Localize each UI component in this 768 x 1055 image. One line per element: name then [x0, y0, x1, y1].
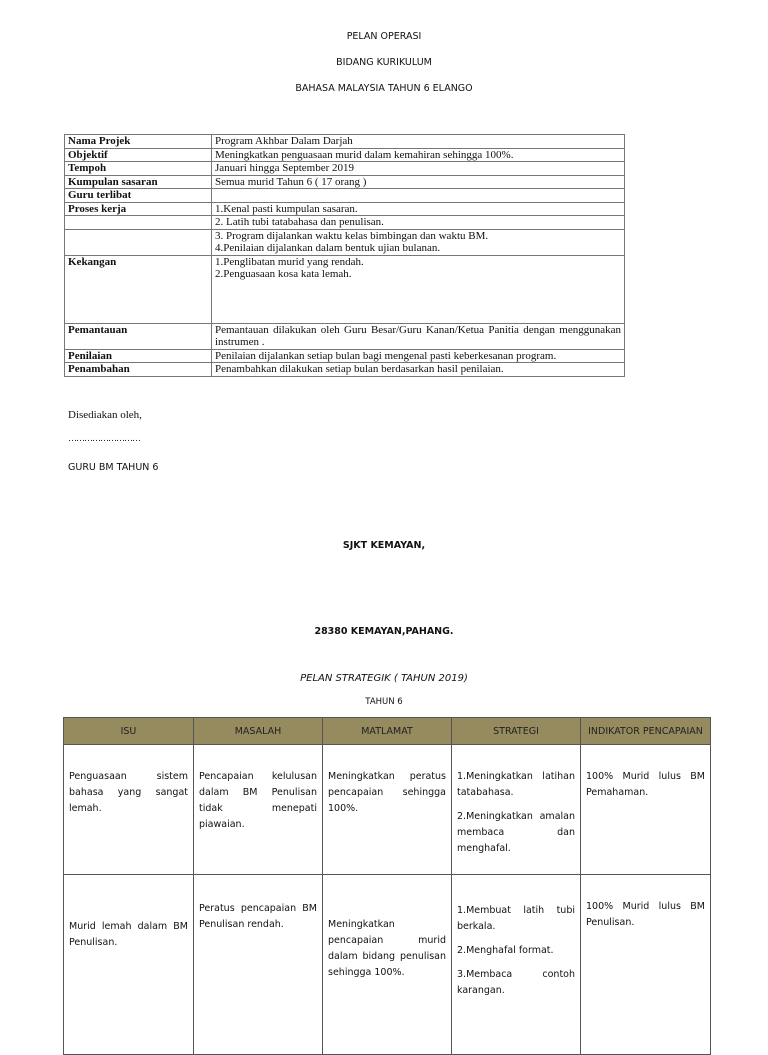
cell-text: 1.Meningkatkan latihan tatabahasa. — [457, 771, 575, 798]
strategic-table — [63, 717, 711, 1055]
cell-text: 3.Membaca contoh karangan. — [457, 969, 575, 996]
row-value: Januari hingga September 2019 — [212, 162, 625, 176]
table-row — [65, 363, 625, 377]
table-row — [65, 189, 625, 203]
row-value: Semua murid Tahun 6 ( 17 orang ) — [212, 175, 625, 189]
row-label: Guru terlibat — [65, 189, 212, 203]
row-label — [65, 216, 212, 230]
column-header-isu: ISU — [64, 718, 194, 745]
row-label — [65, 229, 212, 255]
row-label: Penilaian — [65, 349, 212, 363]
table-row — [65, 162, 625, 176]
row-value — [212, 255, 625, 323]
cell-strategi — [452, 745, 581, 875]
cell-indikator — [581, 745, 711, 875]
strategic-title: PELAN STRATEGIK ( TAHUN 2019) — [300, 673, 468, 684]
table-row — [65, 216, 625, 230]
table-row — [65, 135, 625, 149]
row-label: Kekangan — [65, 255, 212, 323]
cell-text: 100% Murid lulus BM Pemahaman. — [586, 771, 705, 798]
table-row — [65, 175, 625, 189]
row-label: Pemantauan — [65, 323, 212, 349]
row-value-line: 3. Program dijalankan waktu kelas bimbingan dan waktu BM. — [215, 229, 489, 242]
row-value-line: 2.Penguasaan kosa kata lemah. — [215, 268, 352, 280]
cell-text: Murid lemah dalam BM Penulisan. — [69, 921, 188, 948]
cell-indikator — [581, 875, 711, 1055]
cell-text: Meningkatkan pencapaian murid dalam bidang penulisan sehingga 100%. — [328, 919, 446, 978]
row-value — [212, 189, 625, 203]
signature-role: GURU BM TAHUN 6 — [68, 462, 159, 473]
column-header-indikator: INDIKATOR PENCAPAIAN — [581, 718, 711, 745]
cell-text: Pencapaian kelulusan dalam BM Penulisan tidak menepati piawaian. — [199, 771, 317, 830]
strategic-year: TAHUN 6 — [365, 697, 403, 707]
table-header-row — [64, 718, 711, 745]
cell-masalah — [194, 745, 323, 875]
cell-masalah — [194, 875, 323, 1055]
column-header-matlamat: MATLAMAT — [323, 718, 452, 745]
table-row — [65, 349, 625, 363]
table-row — [65, 202, 625, 216]
row-label: Penambahan — [65, 363, 212, 377]
row-value: 1.Kenal pasti kumpulan sasaran. — [212, 202, 625, 216]
cell-strategi — [452, 875, 581, 1055]
school-name: SJKT KEMAYAN, — [342, 540, 426, 551]
cell-text: 100% Murid lulus BM Penulisan. — [586, 901, 705, 928]
table-row — [65, 255, 625, 323]
school-address: 28380 KEMAYAN,PAHANG. — [314, 626, 454, 637]
document-subtitle: BIDANG KURIKULUM — [336, 57, 432, 68]
row-value: 2. Latih tubi tatabahasa dan penulisan. — [212, 216, 625, 230]
document-title: PELAN OPERASI — [346, 31, 422, 42]
row-value-line: 1.Penglibatan murid yang rendah. — [215, 255, 364, 268]
cell-matlamat — [323, 745, 452, 875]
cell-text: Peratus pencapaian BM Penulisan rendah. — [199, 903, 317, 930]
table-row — [64, 745, 711, 875]
row-label: Kumpulan sasaran — [65, 175, 212, 189]
table-row — [65, 229, 625, 255]
row-label: Tempoh — [65, 162, 212, 176]
row-value-line: 4.Penilaian dijalankan dalam bentuk ujian bulanan. — [215, 242, 441, 254]
cell-text: 2.Menghafal format. — [457, 945, 554, 956]
cell-text: 1.Membuat latih tubi berkala. — [457, 905, 575, 932]
row-value: Program Akhbar Dalam Darjah — [212, 135, 625, 149]
row-value: Pemantauan dilakukan oleh Guru Besar/Guru Kanan/Ketua Panitia dengan menggunakan instrumen . — [212, 323, 625, 349]
table-row — [65, 323, 625, 349]
cell-matlamat — [323, 875, 452, 1055]
row-label: Proses kerja — [65, 202, 212, 216]
class-line: BAHASA MALAYSIA TAHUN 6 ELANGO — [295, 83, 473, 94]
column-header-masalah: MASALAH — [194, 718, 323, 745]
row-label: Objektif — [65, 148, 212, 162]
row-value: Meningkatkan penguasaan murid dalam kemahiran sehingga 100%. — [212, 148, 625, 162]
cell-text: Meningkatkan peratus pencapaian sehingga 100%. — [328, 771, 446, 814]
row-value — [212, 229, 625, 255]
signature-line: ……………………… — [68, 433, 140, 443]
cell-text: Penguasaan sistem bahasa yang sangat lemah. — [69, 771, 188, 814]
cell-text: 2.Meningkatkan amalan membaca dan menghafal. — [457, 811, 575, 854]
row-value: Penilaian dijalankan setiap bulan bagi mengenal pasti keberkesanan program. — [212, 349, 625, 363]
table-row — [64, 875, 711, 1055]
project-table — [64, 134, 625, 377]
row-label: Nama Projek — [65, 135, 212, 149]
column-header-strategi: STRATEGI — [452, 718, 581, 745]
cell-isu — [64, 745, 194, 875]
prepared-by-label: Disediakan oleh, — [68, 409, 142, 421]
table-row — [65, 148, 625, 162]
cell-isu — [64, 875, 194, 1055]
row-value: Penambahkan dilakukan setiap bulan berdasarkan hasil penilaian. — [212, 363, 625, 377]
